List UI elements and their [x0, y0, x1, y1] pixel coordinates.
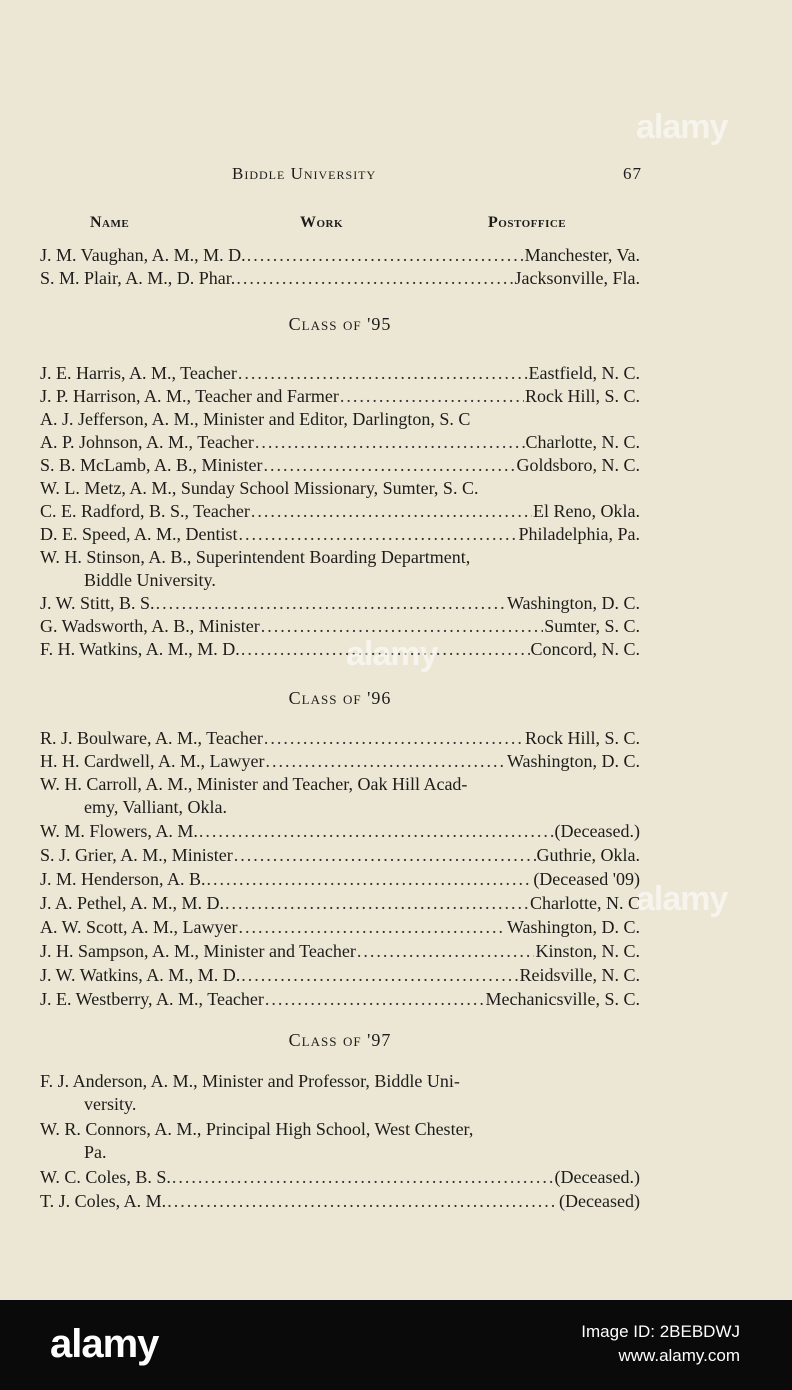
entry-name: J. P. Harrison, A. M., Teacher and Farmer — [40, 386, 339, 406]
entry-name: W. C. Coles, B. S. — [40, 1167, 171, 1187]
entry-name: J. A. Pethel, A. M., M. D. — [40, 893, 225, 913]
class-heading-96: Class of '96 — [288, 688, 392, 708]
entry-place: Jacksonville, Fla. — [514, 268, 640, 288]
entry-name: W. H. Stinson, A. B., Superintendent Boarding Department, — [40, 547, 471, 567]
directory-entry — [40, 1070, 640, 1093]
entry-place: Manchester, Va. — [524, 245, 640, 265]
entry-place: Kinston, N. C. — [535, 941, 640, 961]
entry-name: S. B. McLamb, A. B., Minister — [40, 455, 263, 475]
entry-name: J. M. Vaughan, A. M., M. D. — [40, 245, 246, 265]
page-number: 67 — [623, 164, 642, 183]
entry-continuation: emy, Valliant, Okla. — [84, 797, 227, 817]
entry-name: A. P. Johnson, A. M., Teacher — [40, 432, 254, 452]
entry-name: W. R. Connors, A. M., Principal High School, West Chester, — [40, 1119, 474, 1139]
directory-entry — [40, 988, 640, 1011]
entry-name: F. J. Anderson, A. M., Minister and Professor, Biddle Uni- — [40, 1071, 460, 1091]
directory-entry — [40, 244, 640, 267]
directory-entry — [40, 592, 640, 615]
entry-place: Mechanicsville, S. C. — [485, 989, 640, 1009]
entry-name: C. E. Radford, B. S., Teacher — [40, 501, 250, 521]
entry-place: Rock Hill, S. C. — [524, 728, 640, 748]
entry-name: A. W. Scott, A. M., Lawyer — [40, 917, 238, 937]
entry-name: G. Wadsworth, A. B., Minister — [40, 616, 260, 636]
directory-entry — [40, 546, 640, 569]
entry-place: Washington, D. C. — [506, 917, 640, 937]
entry-place: (Deceased '09) — [533, 869, 640, 889]
entry-name: J. W. Watkins, A. M., M. D. — [40, 965, 241, 985]
directory-entry — [40, 454, 640, 477]
entry-place: (Deceased.) — [554, 1167, 640, 1187]
entry-name: S. J. Grier, A. M., Minister — [40, 845, 233, 865]
column-header-work: Work — [300, 214, 344, 231]
entry-name: J. M. Henderson, A. B. — [40, 869, 206, 889]
class-heading-97: Class of '97 — [288, 1030, 392, 1050]
entry-place: (Deceased.) — [554, 821, 640, 841]
entry-place: El Reno, Okla. — [533, 501, 640, 521]
directory-entry — [40, 892, 640, 915]
entry-name: W. M. Flowers, A. M. — [40, 821, 198, 841]
watermark-logo: alamy — [636, 108, 728, 146]
class-heading-95: Class of '95 — [288, 314, 392, 334]
entry-place: Washington, D. C. — [506, 593, 640, 613]
entry-name: A. J. Jefferson, A. M., Minister and Editor, Darlington, S. C — [40, 409, 471, 429]
column-header-postoffice: Postoffice — [488, 214, 567, 231]
alamy-logo: alamy — [50, 1322, 159, 1366]
entry-place: Concord, N. C. — [530, 639, 640, 659]
stock-footer-bar — [0, 1300, 792, 1390]
directory-entry — [40, 523, 640, 546]
entry-place: Charlotte, N. C. — [525, 432, 640, 452]
entry-place: Philadelphia, Pa. — [518, 524, 640, 544]
entry-name: T. J. Coles, A. M. — [40, 1191, 167, 1211]
entry-name: J. H. Sampson, A. M., Minister and Teacher — [40, 941, 356, 961]
directory-entry — [40, 773, 640, 796]
directory-entry — [40, 615, 640, 638]
directory-entry — [40, 431, 640, 454]
entry-name: J. W. Stitt, B. S. — [40, 593, 155, 613]
directory-entry — [40, 385, 640, 408]
directory-entry — [40, 727, 640, 750]
directory-entry — [40, 267, 640, 290]
directory-entry — [40, 500, 640, 523]
site-url: www.alamy.com — [618, 1346, 740, 1365]
directory-entry — [40, 844, 640, 867]
directory-entry — [40, 362, 640, 385]
column-header-name: Name — [90, 214, 130, 231]
directory-entry — [40, 750, 640, 773]
entry-place: Eastfield, N. C. — [528, 363, 640, 383]
entry-place: Reidsville, N. C. — [519, 965, 640, 985]
entry-name: H. H. Cardwell, A. M., Lawyer — [40, 751, 265, 771]
entry-name: S. M. Plair, A. M., D. Phar. — [40, 268, 236, 288]
directory-entry — [40, 1190, 640, 1213]
image-id-block — [581, 1320, 740, 1368]
watermark-logo: alamy — [636, 880, 728, 918]
entry-name: W. H. Carroll, A. M., Minister and Teacher, Oak Hill Acad- — [40, 774, 468, 794]
entry-name: R. J. Boulware, A. M., Teacher — [40, 728, 263, 748]
entry-name: J. E. Westberry, A. M., Teacher — [40, 989, 264, 1009]
entry-name: J. E. Harris, A. M., Teacher — [40, 363, 237, 383]
entry-place: Goldsboro, N. C. — [516, 455, 640, 475]
image-id-label: Image ID: 2BEBDWJ — [581, 1322, 740, 1341]
directory-entry — [40, 1166, 640, 1189]
entry-continuation: versity. — [84, 1094, 137, 1114]
directory-entry — [40, 820, 640, 843]
running-head-title: Biddle University — [232, 164, 377, 183]
entry-name: W. L. Metz, A. M., Sunday School Missionary, Sumter, S. C. — [40, 478, 479, 498]
directory-entry — [40, 964, 640, 987]
directory-entry — [40, 1118, 640, 1141]
entry-place: Washington, D. C. — [506, 751, 640, 771]
entry-place: Sumter, S. C. — [544, 616, 640, 636]
entry-place: (Deceased) — [559, 1191, 640, 1211]
watermark-logo: alamy — [346, 635, 438, 673]
entry-place: Charlotte, N. C — [530, 893, 640, 913]
entry-continuation: Pa. — [84, 1142, 107, 1162]
directory-entry — [40, 940, 640, 963]
entry-continuation: Biddle University. — [84, 570, 216, 590]
directory-entry — [40, 638, 640, 661]
directory-entry — [40, 916, 640, 939]
entry-place: Rock Hill, S. C. — [524, 386, 640, 406]
directory-entry — [40, 477, 640, 500]
directory-entry — [40, 868, 640, 891]
entry-name: D. E. Speed, A. M., Dentist — [40, 524, 238, 544]
entry-place: Guthrie, Okla. — [536, 845, 640, 865]
entry-name: F. H. Watkins, A. M., M. D. — [40, 639, 240, 659]
directory-entry — [40, 408, 640, 431]
